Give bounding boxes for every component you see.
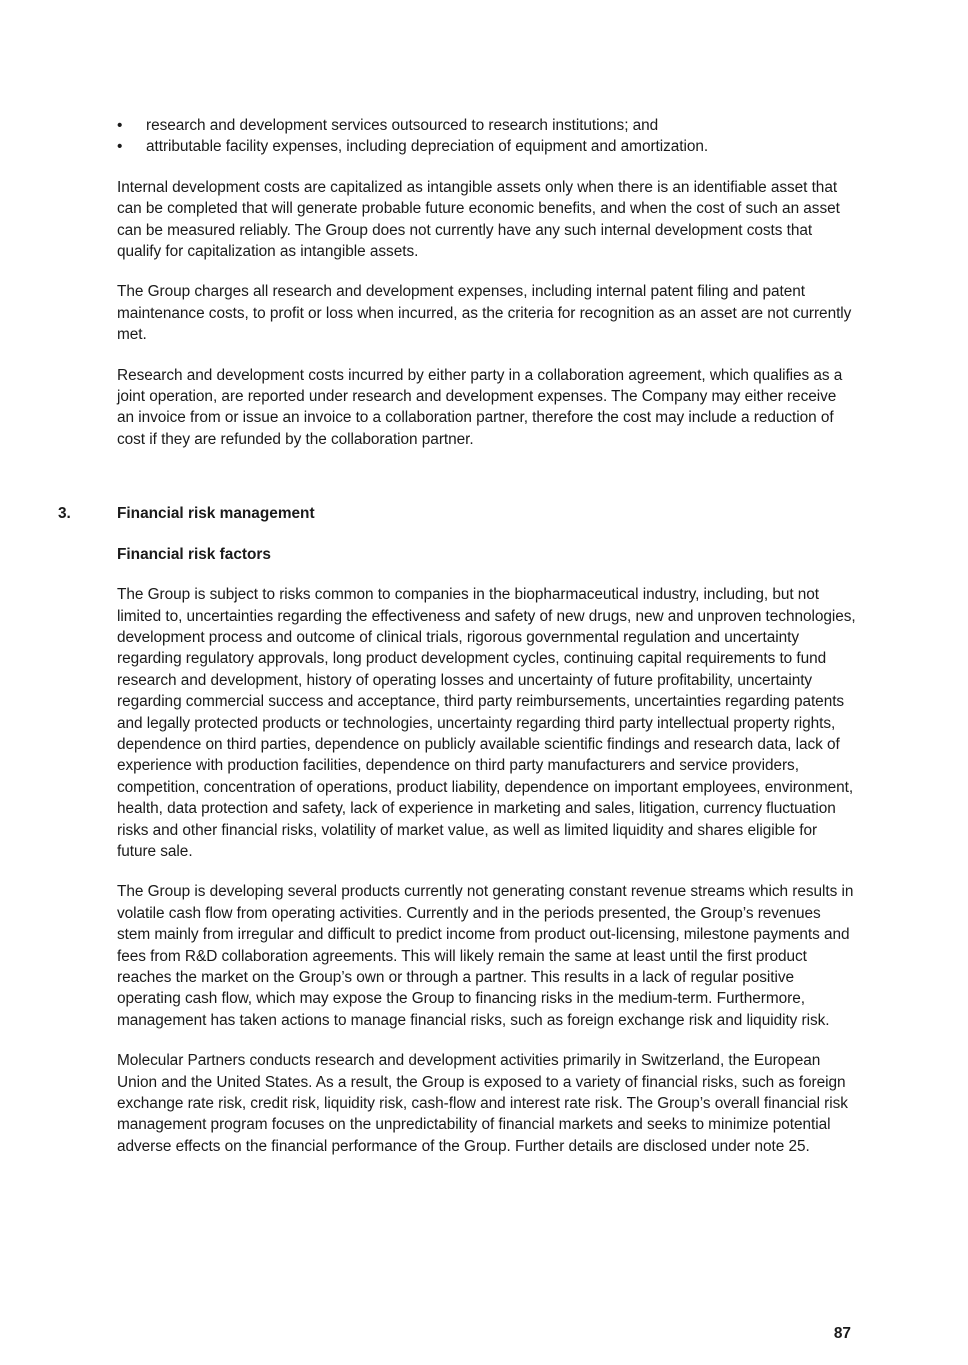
bullet-list [117, 115, 857, 158]
bullet-glyph: • [117, 138, 123, 156]
list-item [117, 115, 857, 136]
list-item-text: attributable facility expenses, including depreciation of equipment and amortization. [146, 138, 709, 156]
paragraph-collaboration-costs: Research and development costs incurred by either party in a collaboration agreement, which qualifies as a joint operation, are reported under research and development expenses. The Company may either receive an invoice from or issue an invoice to a collaboration partner, therefore the cost may include a reduction of cost if they are refunded by the collaboration partner. [117, 366, 843, 448]
section-title: Financial risk management [117, 505, 315, 523]
list-item-text: research and development services outsourced to research institutions; and [146, 117, 659, 134]
list-item [117, 136, 857, 157]
section-subtitle: Financial risk factors [117, 545, 271, 563]
section-heading [58, 503, 857, 524]
page-number: 87 [833, 1325, 851, 1342]
paragraph-risks-common: The Group is subject to risks common to companies in the biopharmaceutical industry, including, but not limited to, uncertainties regarding the effectiveness and safety of new drugs, new and unproven technologies, development process and outcome of clinical trials, rigorous governmental regulation and uncertainty regarding regulatory approvals, long product development cycles, continuing capital requirements to fund research and development, history of operating losses and uncertainty of future profitability, uncertainty regarding commercial success and acceptance, third party reimbursements, uncertainties regarding patents and legally protected products or technologies, uncertainty regarding third party intellectual property rights, dependence on third parties, dependence on publicly available scientific findings and research data, lack of experience with production facilities, dependence on third party manufacturers and service providers, competition, concentration of operations, product liability, dependence on important employees, environment, health, data protection and safety, lack of experience in marketing and sales, litigation, currency fluctuation risks and other financial risks, volatility of market value, as well as limited liquidity and shares eligible for future sale. [117, 586, 856, 860]
section-number: 3. [58, 505, 71, 523]
paragraph-risk-program: Molecular Partners conducts research and development activities primarily in Switzerland, the European Union and the United States. As a result, the Group is exposed to a variety of financial risks, such as foreign exchange rate risk, credit risk, liquidity risk, cash-flow and interest rate risk. The Group’s overall financial risk management program focuses on the unpredictability of financial markets and seeks to minimize potential adverse effects on the financial performance of the Group. Further details are disclosed under note 25. [117, 1052, 848, 1155]
page-content [58, 115, 857, 1176]
paragraph-expense-charging: The Group charges all research and development expenses, including internal patent filing and patent maintenance costs, to profit or loss when incurred, as the criteria for recognition as an asset are not currently met. [117, 283, 852, 344]
paragraph-cash-flow: The Group is developing several products currently not generating constant revenue streams which results in volatile cash flow from operating activities. Currently and in the periods presented, the Group’s revenues stem mainly from irregular and difficult to predict income from product out-licensing, milestone payments and fees from R&D collaboration agreements. This will likely remain the same at least until the first product reaches the market on the Group’s own or through a partner. This results in a lack of regular positive operating cash flow, which may expose the Group to financing risks in the medium-term. Furthermore, management has taken actions to manage financial risks, such as foreign exchange risk and liquidity risk. [117, 883, 854, 1029]
paragraph-capitalization: Internal development costs are capitalized as intangible assets only when there is an identifiable asset that can be completed that will generate probable future economic benefits, and when the cost of such an asset can be measured reliably. The Group does not currently have any such internal development costs that qualify for capitalization as intangible assets. [117, 178, 840, 261]
bullet-glyph: • [117, 117, 123, 134]
